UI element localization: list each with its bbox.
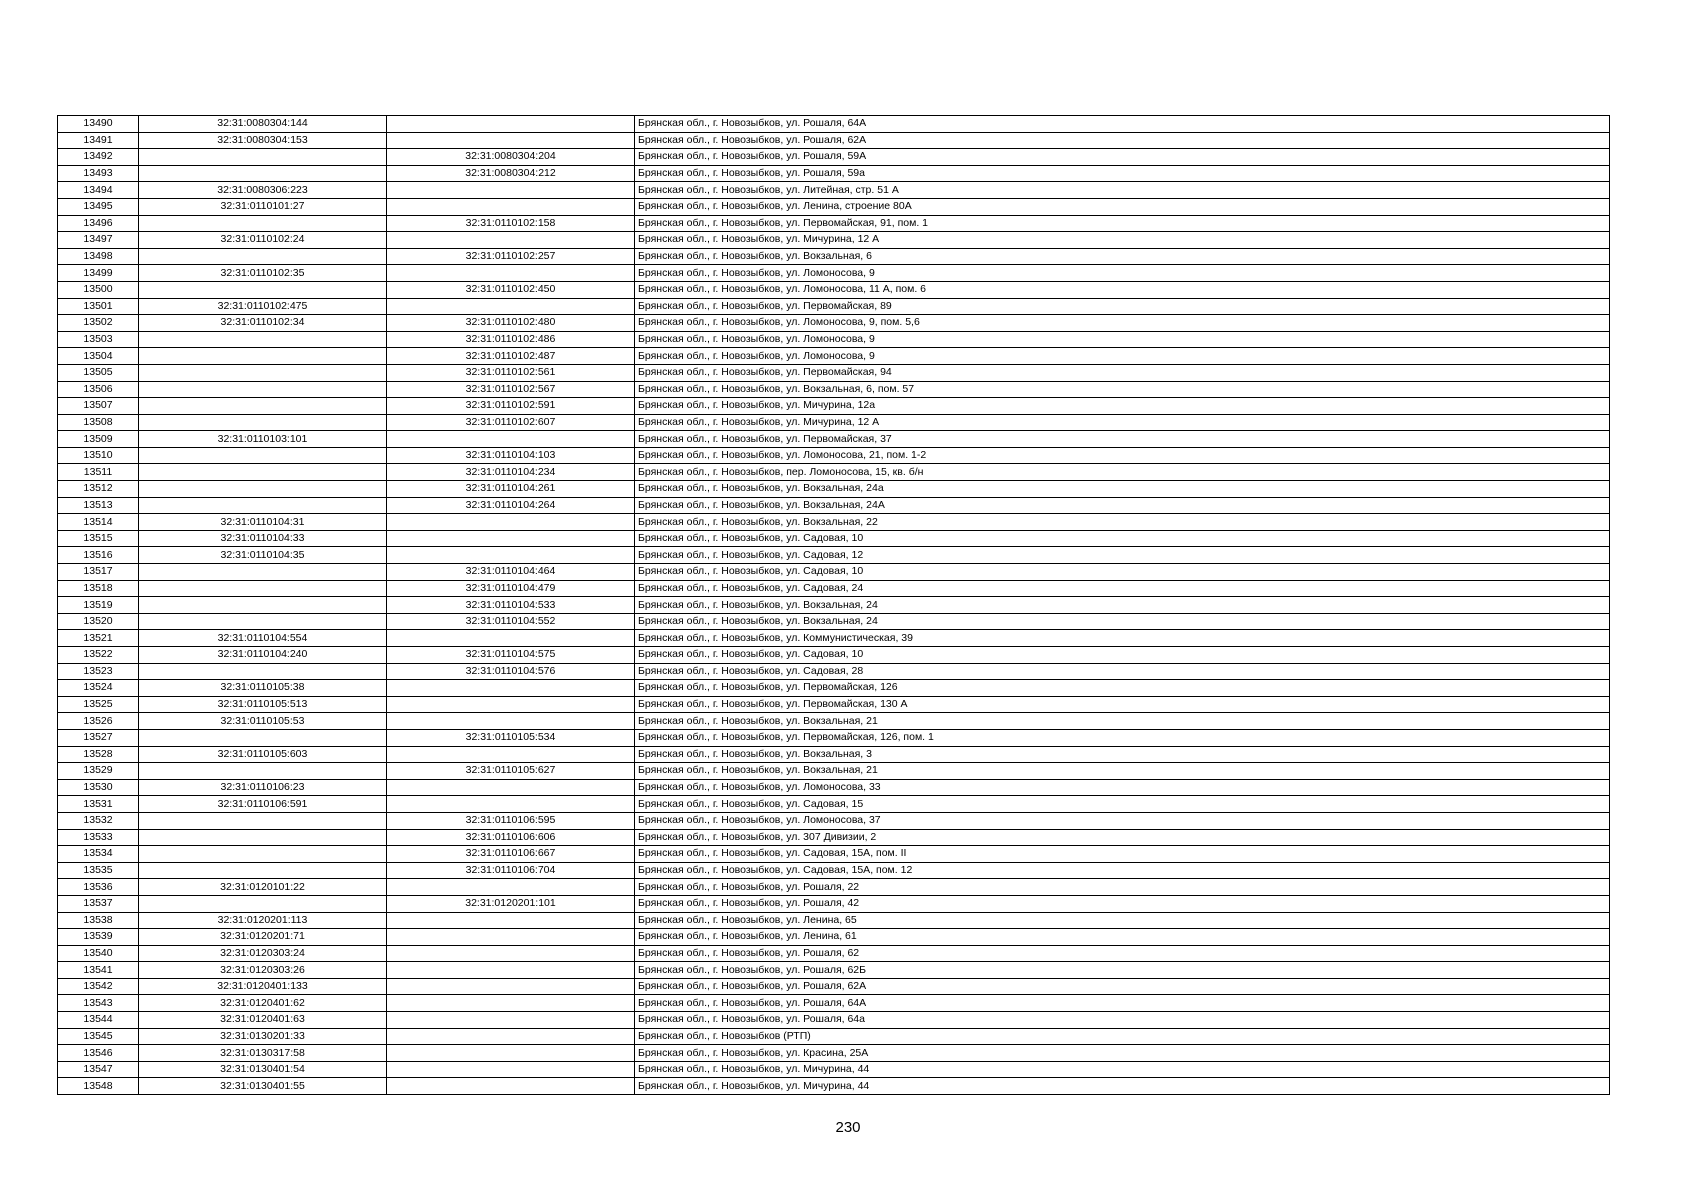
cadastral-number-cell [139, 663, 387, 680]
table-row [58, 182, 1610, 199]
cadastral-number-cell: 32:31:0110104:31 [139, 514, 387, 531]
row-number-cell: 13547 [58, 1061, 139, 1078]
table-row [58, 447, 1610, 464]
row-number-cell: 13515 [58, 530, 139, 547]
table-row [58, 165, 1610, 182]
address-cell: Брянская обл., г. Новозыбков, ул. Вокзальная, 24 [635, 613, 1610, 630]
cadastral-number-cell [139, 812, 387, 829]
table-row [58, 116, 1610, 133]
address-cell: Брянская обл., г. Новозыбков, ул. Первомайская, 91, пом. 1 [635, 215, 1610, 232]
cadastral-number-cell [139, 215, 387, 232]
row-number-cell: 13545 [58, 1028, 139, 1045]
address-cell: Брянская обл., г. Новозыбков, ул. Рошаля, 64А [635, 995, 1610, 1012]
row-number-cell: 13529 [58, 763, 139, 780]
row-number-cell: 13520 [58, 613, 139, 630]
object-number-cell: 32:31:0110102:480 [387, 315, 635, 332]
object-number-cell [387, 680, 635, 697]
row-number-cell: 13523 [58, 663, 139, 680]
cadastral-number-cell [139, 895, 387, 912]
table-row [58, 862, 1610, 879]
address-cell: Брянская обл., г. Новозыбков, ул. Ленина, 65 [635, 912, 1610, 929]
row-number-cell: 13521 [58, 630, 139, 647]
address-cell: Брянская обл., г. Новозыбков, ул. Первомайская, 94 [635, 364, 1610, 381]
table-row [58, 879, 1610, 896]
object-number-cell: 32:31:0110104:261 [387, 481, 635, 498]
table-row [58, 431, 1610, 448]
object-number-cell: 32:31:0110106:704 [387, 862, 635, 879]
table-row [58, 978, 1610, 995]
object-number-cell [387, 912, 635, 929]
address-cell: Брянская обл., г. Новозыбков, ул. Садовая, 10 [635, 564, 1610, 581]
row-number-cell: 13531 [58, 796, 139, 813]
row-number-cell: 13533 [58, 829, 139, 846]
row-number-cell: 13534 [58, 846, 139, 863]
row-number-cell: 13540 [58, 945, 139, 962]
cadastral-number-cell: 32:31:0110105:513 [139, 696, 387, 713]
table-row [58, 497, 1610, 514]
row-number-cell: 13508 [58, 414, 139, 431]
table-row [58, 331, 1610, 348]
table-row [58, 912, 1610, 929]
object-number-cell [387, 116, 635, 133]
object-number-cell [387, 182, 635, 199]
row-number-cell: 13536 [58, 879, 139, 896]
row-number-cell: 13518 [58, 580, 139, 597]
row-number-cell: 13537 [58, 895, 139, 912]
cadastral-number-cell [139, 165, 387, 182]
address-cell: Брянская обл., г. Новозыбков, ул. Садовая, 12 [635, 547, 1610, 564]
object-number-cell: 32:31:0110102:591 [387, 398, 635, 415]
row-number-cell: 13532 [58, 812, 139, 829]
object-number-cell [387, 696, 635, 713]
object-number-cell: 32:31:0110104:464 [387, 564, 635, 581]
cadastral-number-cell: 32:31:0120401:63 [139, 1012, 387, 1029]
row-number-cell: 13511 [58, 464, 139, 481]
row-number-cell: 13507 [58, 398, 139, 415]
cadastral-number-cell [139, 564, 387, 581]
address-cell: Брянская обл., г. Новозыбков, ул. Вокзальная, 21 [635, 713, 1610, 730]
object-number-cell [387, 232, 635, 249]
address-cell: Брянская обл., г. Новозыбков, ул. Вокзальная, 3 [635, 746, 1610, 763]
cadastral-number-cell [139, 381, 387, 398]
row-number-cell: 13541 [58, 962, 139, 979]
cadastral-number-cell [139, 829, 387, 846]
address-cell: Брянская обл., г. Новозыбков, ул. Первомайская, 89 [635, 298, 1610, 315]
address-cell: Брянская обл., г. Новозыбков, ул. Ломоносова, 9 [635, 331, 1610, 348]
cadastral-number-cell [139, 398, 387, 415]
cadastral-number-cell: 32:31:0110102:35 [139, 265, 387, 282]
object-number-cell: 32:31:0110102:257 [387, 248, 635, 265]
cadastral-number-cell: 32:31:0110105:603 [139, 746, 387, 763]
row-number-cell: 13546 [58, 1045, 139, 1062]
cadastral-number-cell [139, 763, 387, 780]
object-number-cell [387, 879, 635, 896]
address-cell: Брянская обл., г. Новозыбков, ул. Ленина, строение 80А [635, 198, 1610, 215]
table-row [58, 796, 1610, 813]
row-number-cell: 13512 [58, 481, 139, 498]
row-number-cell: 13510 [58, 447, 139, 464]
table-row [58, 265, 1610, 282]
address-cell: Брянская обл., г. Новозыбков, ул. Первомайская, 126 [635, 680, 1610, 697]
object-number-cell: 32:31:0110104:576 [387, 663, 635, 680]
table-row [58, 348, 1610, 365]
table-row [58, 132, 1610, 149]
row-number-cell: 13525 [58, 696, 139, 713]
row-number-cell: 13522 [58, 647, 139, 664]
cadastral-number-cell: 32:31:0110106:23 [139, 779, 387, 796]
cadastral-number-cell: 32:31:0120101:22 [139, 879, 387, 896]
table-row [58, 846, 1610, 863]
object-number-cell [387, 132, 635, 149]
row-number-cell: 13513 [58, 497, 139, 514]
object-number-cell [387, 945, 635, 962]
cadastral-number-cell: 32:31:0110105:38 [139, 680, 387, 697]
address-cell: Брянская обл., г. Новозыбков, ул. Мичурина, 12а [635, 398, 1610, 415]
table-row [58, 812, 1610, 829]
address-cell: Брянская обл., г. Новозыбков, ул. Рошаля, 22 [635, 879, 1610, 896]
object-number-cell [387, 1045, 635, 1062]
row-number-cell: 13505 [58, 364, 139, 381]
object-number-cell [387, 929, 635, 946]
object-number-cell [387, 530, 635, 547]
table-row [58, 995, 1610, 1012]
cadastral-number-cell [139, 447, 387, 464]
object-number-cell: 32:31:0110106:667 [387, 846, 635, 863]
cadastral-number-cell: 32:31:0110103:101 [139, 431, 387, 448]
cadastral-number-cell [139, 497, 387, 514]
object-number-cell: 32:31:0110104:575 [387, 647, 635, 664]
address-cell: Брянская обл., г. Новозыбков, ул. Первомайская, 37 [635, 431, 1610, 448]
address-cell: Брянская обл., г. Новозыбков, ул. Литейная, стр. 51 А [635, 182, 1610, 199]
cadastral-number-cell: 32:31:0120303:26 [139, 962, 387, 979]
cadastral-number-cell: 32:31:0110104:554 [139, 630, 387, 647]
address-cell: Брянская обл., г. Новозыбков, ул. Вокзальная, 21 [635, 763, 1610, 780]
table-row [58, 829, 1610, 846]
address-cell: Брянская обл., г. Новозыбков, ул. Рошаля, 62А [635, 132, 1610, 149]
address-cell: Брянская обл., г. Новозыбков, ул. Рошаля, 62А [635, 978, 1610, 995]
row-number-cell: 13491 [58, 132, 139, 149]
cadastral-number-cell [139, 613, 387, 630]
row-number-cell: 13516 [58, 547, 139, 564]
table-row [58, 1078, 1610, 1095]
cadastral-number-cell: 32:31:0110102:24 [139, 232, 387, 249]
table-row [58, 613, 1610, 630]
table-row [58, 530, 1610, 547]
object-number-cell: 32:31:0080304:204 [387, 149, 635, 166]
object-number-cell [387, 796, 635, 813]
object-number-cell: 32:31:0110105:627 [387, 763, 635, 780]
table-row [58, 630, 1610, 647]
row-number-cell: 13493 [58, 165, 139, 182]
cadastral-number-cell: 32:31:0130201:33 [139, 1028, 387, 1045]
table-row [58, 1061, 1610, 1078]
row-number-cell: 13506 [58, 381, 139, 398]
object-number-cell: 32:31:0110104:264 [387, 497, 635, 514]
address-cell: Брянская обл., г. Новозыбков, ул. Садовая, 28 [635, 663, 1610, 680]
cadastral-number-cell: 32:31:0110106:591 [139, 796, 387, 813]
address-cell: Брянская обл., г. Новозыбков, ул. Ломоносова, 9, пом. 5,6 [635, 315, 1610, 332]
object-number-cell [387, 298, 635, 315]
address-cell: Брянская обл., г. Новозыбков, ул. 307 Дивизии, 2 [635, 829, 1610, 846]
object-number-cell: 32:31:0110104:234 [387, 464, 635, 481]
object-number-cell: 32:31:0080304:212 [387, 165, 635, 182]
address-cell: Брянская обл., г. Новозыбков, пер. Ломоносова, 15, кв. б/н [635, 464, 1610, 481]
cadastral-number-cell: 32:31:0110102:475 [139, 298, 387, 315]
object-number-cell [387, 431, 635, 448]
cadastral-number-cell: 32:31:0120401:133 [139, 978, 387, 995]
address-cell: Брянская обл., г. Новозыбков, ул. Мичурина, 44 [635, 1061, 1610, 1078]
address-cell: Брянская обл., г. Новозыбков, ул. Ломоносова, 9 [635, 348, 1610, 365]
address-cell: Брянская обл., г. Новозыбков, ул. Мичурина, 12 А [635, 232, 1610, 249]
table-row [58, 547, 1610, 564]
page-number: 230 [835, 1119, 861, 1136]
cadastral-number-cell: 32:31:0080304:153 [139, 132, 387, 149]
address-cell: Брянская обл., г. Новозыбков, ул. Ленина, 61 [635, 929, 1610, 946]
object-number-cell [387, 746, 635, 763]
object-number-cell [387, 962, 635, 979]
row-number-cell: 13495 [58, 198, 139, 215]
table-row [58, 663, 1610, 680]
address-cell: Брянская обл., г. Новозыбков, ул. Ломоносова, 11 А, пом. 6 [635, 281, 1610, 298]
address-cell: Брянская обл., г. Новозыбков, ул. Ломоносова, 9 [635, 265, 1610, 282]
address-cell: Брянская обл., г. Новозыбков, ул. Первомайская, 130 А [635, 696, 1610, 713]
address-cell: Брянская обл., г. Новозыбков, ул. Рошаля, 64А [635, 116, 1610, 133]
cadastral-number-cell [139, 248, 387, 265]
table-row [58, 763, 1610, 780]
cadastral-number-cell [139, 846, 387, 863]
table-row [58, 597, 1610, 614]
address-cell: Брянская обл., г. Новозыбков, ул. Вокзальная, 24 [635, 597, 1610, 614]
cadastral-number-cell [139, 348, 387, 365]
address-cell: Брянская обл., г. Новозыбков, ул. Мичурина, 44 [635, 1078, 1610, 1095]
object-number-cell: 32:31:0110104:103 [387, 447, 635, 464]
row-number-cell: 13514 [58, 514, 139, 531]
table-row [58, 729, 1610, 746]
address-cell: Брянская обл., г. Новозыбков, ул. Садовая, 15А, пом. 12 [635, 862, 1610, 879]
cadastral-number-cell: 32:31:0120303:24 [139, 945, 387, 962]
object-number-cell [387, 713, 635, 730]
cadastral-table [57, 115, 1610, 1095]
row-number-cell: 13535 [58, 862, 139, 879]
table-row [58, 945, 1610, 962]
object-number-cell: 32:31:0110104:533 [387, 597, 635, 614]
row-number-cell: 13496 [58, 215, 139, 232]
address-cell: Брянская обл., г. Новозыбков, ул. Садовая, 15А, пом. II [635, 846, 1610, 863]
row-number-cell: 13548 [58, 1078, 139, 1095]
table-row [58, 680, 1610, 697]
row-number-cell: 13543 [58, 995, 139, 1012]
object-number-cell: 32:31:0110102:158 [387, 215, 635, 232]
table-row [58, 248, 1610, 265]
cadastral-number-cell [139, 331, 387, 348]
object-number-cell: 32:31:0110105:534 [387, 729, 635, 746]
table-row [58, 149, 1610, 166]
object-number-cell [387, 779, 635, 796]
table-row [58, 1028, 1610, 1045]
address-cell: Брянская обл., г. Новозыбков, ул. Коммунистическая, 39 [635, 630, 1610, 647]
table-row [58, 929, 1610, 946]
row-number-cell: 13538 [58, 912, 139, 929]
cadastral-number-cell [139, 281, 387, 298]
row-number-cell: 13494 [58, 182, 139, 199]
cadastral-number-cell: 32:31:0110104:33 [139, 530, 387, 547]
object-number-cell: 32:31:0110102:607 [387, 414, 635, 431]
object-number-cell [387, 995, 635, 1012]
row-number-cell: 13502 [58, 315, 139, 332]
table-row [58, 713, 1610, 730]
object-number-cell [387, 198, 635, 215]
cadastral-number-cell: 32:31:0110101:27 [139, 198, 387, 215]
row-number-cell: 13500 [58, 281, 139, 298]
address-cell: Брянская обл., г. Новозыбков, ул. Рошаля, 64а [635, 1012, 1610, 1029]
row-number-cell: 13498 [58, 248, 139, 265]
address-cell: Брянская обл., г. Новозыбков, ул. Рошаля, 42 [635, 895, 1610, 912]
object-number-cell: 32:31:0110106:595 [387, 812, 635, 829]
table-row [58, 198, 1610, 215]
row-number-cell: 13544 [58, 1012, 139, 1029]
address-cell: Брянская обл., г. Новозыбков, ул. Рошаля, 62Б [635, 962, 1610, 979]
row-number-cell: 13528 [58, 746, 139, 763]
row-number-cell: 13527 [58, 729, 139, 746]
row-number-cell: 13524 [58, 680, 139, 697]
row-number-cell: 13539 [58, 929, 139, 946]
address-cell: Брянская обл., г. Новозыбков, ул. Рошаля, 59а [635, 165, 1610, 182]
table-row [58, 779, 1610, 796]
table-row [58, 215, 1610, 232]
address-cell: Брянская обл., г. Новозыбков, ул. Ломоносова, 33 [635, 779, 1610, 796]
address-cell: Брянская обл., г. Новозыбков, ул. Ломоносова, 21, пом. 1-2 [635, 447, 1610, 464]
address-cell: Брянская обл., г. Новозыбков, ул. Рошаля, 59А [635, 149, 1610, 166]
table-row [58, 895, 1610, 912]
table-row [58, 580, 1610, 597]
cadastral-number-cell: 32:31:0130317:58 [139, 1045, 387, 1062]
address-cell: Брянская обл., г. Новозыбков, ул. Вокзальная, 22 [635, 514, 1610, 531]
row-number-cell: 13519 [58, 597, 139, 614]
table-body [58, 116, 1610, 1095]
row-number-cell: 13492 [58, 149, 139, 166]
address-cell: Брянская обл., г. Новозыбков, ул. Первомайская, 126, пом. 1 [635, 729, 1610, 746]
row-number-cell: 13517 [58, 564, 139, 581]
address-cell: Брянская обл., г. Новозыбков, ул. Садовая, 10 [635, 647, 1610, 664]
table-row [58, 514, 1610, 531]
cadastral-number-cell: 32:31:0120201:113 [139, 912, 387, 929]
cadastral-number-cell [139, 464, 387, 481]
address-cell: Брянская обл., г. Новозыбков, ул. Вокзальная, 24а [635, 481, 1610, 498]
object-number-cell [387, 265, 635, 282]
object-number-cell [387, 1012, 635, 1029]
table-row [58, 315, 1610, 332]
object-number-cell: 32:31:0110104:552 [387, 613, 635, 630]
address-cell: Брянская обл., г. Новозыбков (РТП) [635, 1028, 1610, 1045]
object-number-cell [387, 1078, 635, 1095]
cadastral-number-cell: 32:31:0120201:71 [139, 929, 387, 946]
table-row [58, 696, 1610, 713]
table-row [58, 398, 1610, 415]
table-row [58, 1045, 1610, 1062]
row-number-cell: 13501 [58, 298, 139, 315]
object-number-cell: 32:31:0110102:487 [387, 348, 635, 365]
table-row [58, 481, 1610, 498]
object-number-cell [387, 514, 635, 531]
table-row [58, 281, 1610, 298]
object-number-cell: 32:31:0110102:567 [387, 381, 635, 398]
cadastral-number-cell: 32:31:0120401:62 [139, 995, 387, 1012]
row-number-cell: 13530 [58, 779, 139, 796]
table-row [58, 962, 1610, 979]
object-number-cell: 32:31:0110106:606 [387, 829, 635, 846]
table-row [58, 232, 1610, 249]
object-number-cell [387, 630, 635, 647]
cadastral-number-cell [139, 597, 387, 614]
address-cell: Брянская обл., г. Новозыбков, ул. Садовая, 24 [635, 580, 1610, 597]
row-number-cell: 13490 [58, 116, 139, 133]
cadastral-number-cell [139, 862, 387, 879]
cadastral-number-cell [139, 149, 387, 166]
table-row [58, 298, 1610, 315]
cadastral-number-cell [139, 414, 387, 431]
table-row [58, 746, 1610, 763]
object-number-cell [387, 1028, 635, 1045]
address-cell: Брянская обл., г. Новозыбков, ул. Вокзальная, 6 [635, 248, 1610, 265]
address-cell: Брянская обл., г. Новозыбков, ул. Рошаля, 62 [635, 945, 1610, 962]
object-number-cell: 32:31:0110102:486 [387, 331, 635, 348]
cadastral-number-cell: 32:31:0130401:55 [139, 1078, 387, 1095]
table-row [58, 564, 1610, 581]
address-cell: Брянская обл., г. Новозыбков, ул. Мичурина, 12 А [635, 414, 1610, 431]
row-number-cell: 13542 [58, 978, 139, 995]
row-number-cell: 13497 [58, 232, 139, 249]
address-cell: Брянская обл., г. Новозыбков, ул. Садовая, 15 [635, 796, 1610, 813]
cadastral-number-cell: 32:31:0110104:35 [139, 547, 387, 564]
cadastral-number-cell: 32:31:0130401:54 [139, 1061, 387, 1078]
object-number-cell: 32:31:0120201:101 [387, 895, 635, 912]
cadastral-number-cell [139, 481, 387, 498]
object-number-cell [387, 1061, 635, 1078]
table-row [58, 647, 1610, 664]
cadastral-number-cell: 32:31:0110104:240 [139, 647, 387, 664]
address-cell: Брянская обл., г. Новозыбков, ул. Вокзальная, 24А [635, 497, 1610, 514]
cadastral-number-cell: 32:31:0080306:223 [139, 182, 387, 199]
address-cell: Брянская обл., г. Новозыбков, ул. Красина, 25А [635, 1045, 1610, 1062]
object-number-cell: 32:31:0110104:479 [387, 580, 635, 597]
address-cell: Брянская обл., г. Новозыбков, ул. Вокзальная, 6, пом. 57 [635, 381, 1610, 398]
row-number-cell: 13499 [58, 265, 139, 282]
row-number-cell: 13526 [58, 713, 139, 730]
row-number-cell: 13509 [58, 431, 139, 448]
cadastral-number-cell: 32:31:0110105:53 [139, 713, 387, 730]
object-number-cell [387, 978, 635, 995]
object-number-cell: 32:31:0110102:561 [387, 364, 635, 381]
cadastral-number-cell [139, 364, 387, 381]
cadastral-number-cell [139, 580, 387, 597]
table-row [58, 464, 1610, 481]
row-number-cell: 13503 [58, 331, 139, 348]
table-row [58, 364, 1610, 381]
row-number-cell: 13504 [58, 348, 139, 365]
address-cell: Брянская обл., г. Новозыбков, ул. Ломоносова, 37 [635, 812, 1610, 829]
table-row [58, 1012, 1610, 1029]
table-row [58, 414, 1610, 431]
cadastral-number-cell [139, 729, 387, 746]
cadastral-number-cell: 32:31:0110102:34 [139, 315, 387, 332]
object-number-cell: 32:31:0110102:450 [387, 281, 635, 298]
address-cell: Брянская обл., г. Новозыбков, ул. Садовая, 10 [635, 530, 1610, 547]
table-row [58, 381, 1610, 398]
object-number-cell [387, 547, 635, 564]
cadastral-number-cell: 32:31:0080304:144 [139, 116, 387, 133]
